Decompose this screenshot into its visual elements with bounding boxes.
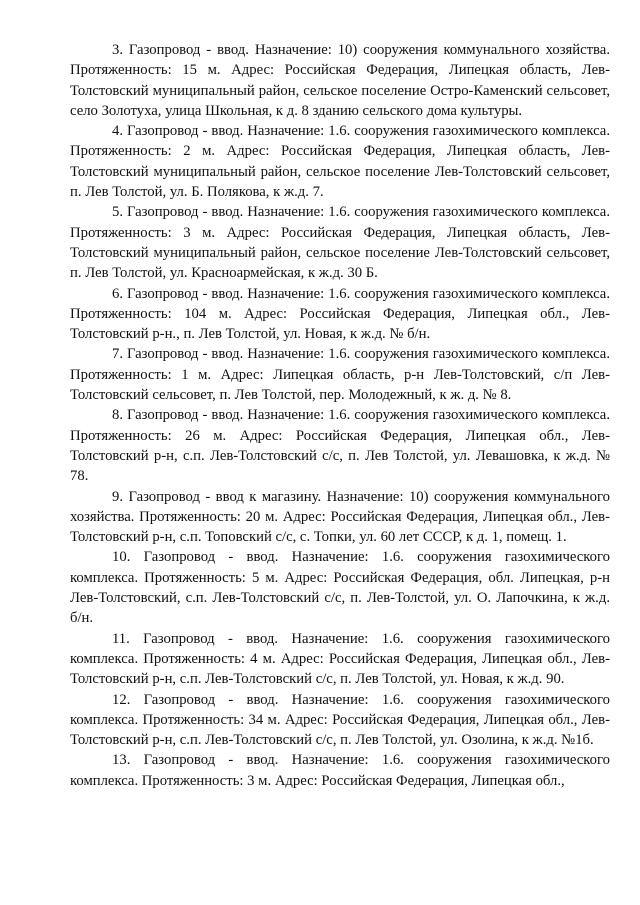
paragraph-item-9: 9. Газопровод - ввод к магазину. Назначение: 10) сооружения коммунального хозяйства. Протяженность: 20 м. Адрес: Российская Федерация, Липецкая обл., Лев-Толстовский р-н, с.п. Топовский с/с, с. Топки, ул. 60 лет СССР, к д. 1, помещ. 1. <box>70 488 610 546</box>
paragraph-item-7: 7. Газопровод - ввод. Назначение: 1.6. сооружения газохимического комплекса. Протяженность: 1 м. Адрес: Липецкая область, р-н Лев-Толстовский, с/п Лев-Толстовский сельсовет, п. Лев Толстой, пер. Молодежный, к ж. д. № 8. <box>70 346 610 404</box>
paragraph-item-8: 8. Газопровод - ввод. Назначение: 1.6. сооружения газохимического комплекса. Протяженность: 26 м. Адрес: Российская Федерация, Липецкая обл., Лев-Толстовский р-н, с.п. Лев-Толстовский с/с, п. Лев Толстой, ул. Левашовка, к ж.д. № 78. <box>70 407 610 485</box>
paragraph-item-6: 6. Газопровод - ввод. Назначение: 1.6. сооружения газохимического комплекса. Протяженность: 104 м. Адрес: Российская Федерация, Липецкая обл., Лев-Толстовский р-н., п. Лев Толстой, ул. Новая, к ж.д. № б/н. <box>70 285 610 343</box>
paragraph-item-12: 12. Газопровод - ввод. Назначение: 1.6. сооружения газохимического комплекса. Протяженность: 34 м. Адрес: Российская Федерация, Липецкая обл., Лев-Толстовский р-н, с.п. Лев-Толстовский с/с, п. Лев Толстой, ул. Озолина, к ж.д. №1б. <box>70 691 610 749</box>
paragraph-item-13: 13. Газопровод - ввод. Назначение: 1.6. сооружения газохимического комплекса. Протяженность: 3 м. Адрес: Российская Федерация, Липецкая обл., <box>70 752 610 789</box>
paragraph-item-3: 3. Газопровод - ввод. Назначение: 10) сооружения коммунального хозяйства. Протяженность: 15 м. Адрес: Российская Федерация, Липецкая область, Лев-Толстовский муниципальный район, сельское поселение Остро-Каменский сельсовет, село Золотуха, улица Школьная, к д. 8 зданию сельского дома культуры. <box>70 42 610 119</box>
paragraph-item-4: 4. Газопровод - ввод. Назначение: 1.6. сооружения газохимического комплекса. Протяженность: 2 м. Адрес: Российская Федерация, Липецкая область, Лев-Толстовский муниципальный район, сельское поселение Лев-Толстовский сельсовет, п. Лев Толстой, ул. Б. Полякова, к ж.д. 7. <box>70 123 610 201</box>
paragraph-item-5: 5. Газопровод - ввод. Назначение: 1.6. сооружения газохимического комплекса. Протяженность: 3 м. Адрес: Российская Федерация, Липецкая область, Лев-Толстовский муниципальный район, сельское поселение Лев-Толстовский сельсовет, п. Лев Толстой, ул. Красноармейская, к ж.д. 30 Б. <box>70 204 610 282</box>
paragraph-item-11: 11. Газопровод - ввод. Назначение: 1.6. сооружения газохимического комплекса. Протяженность: 4 м. Адрес: Российская Федерация, Липецкая обл., Лев-Толстовский р-н, с.п. Лев-Толстовский с/с, п. Лев Толстой, ул. Новая, к ж.д. 90. <box>70 630 610 688</box>
paragraph-item-10: 10. Газопровод - ввод. Назначение: 1.6. сооружения газохимического комплекса. Протяженность: 5 м. Адрес: Российская Федерация, обл. Липецкая, р-н Лев-Толстовский, с.п. Лев-Толстовский с/с, п. Лев-Толстой, ул. О. Лапочкина, к ж.д. б/н. <box>70 549 610 627</box>
